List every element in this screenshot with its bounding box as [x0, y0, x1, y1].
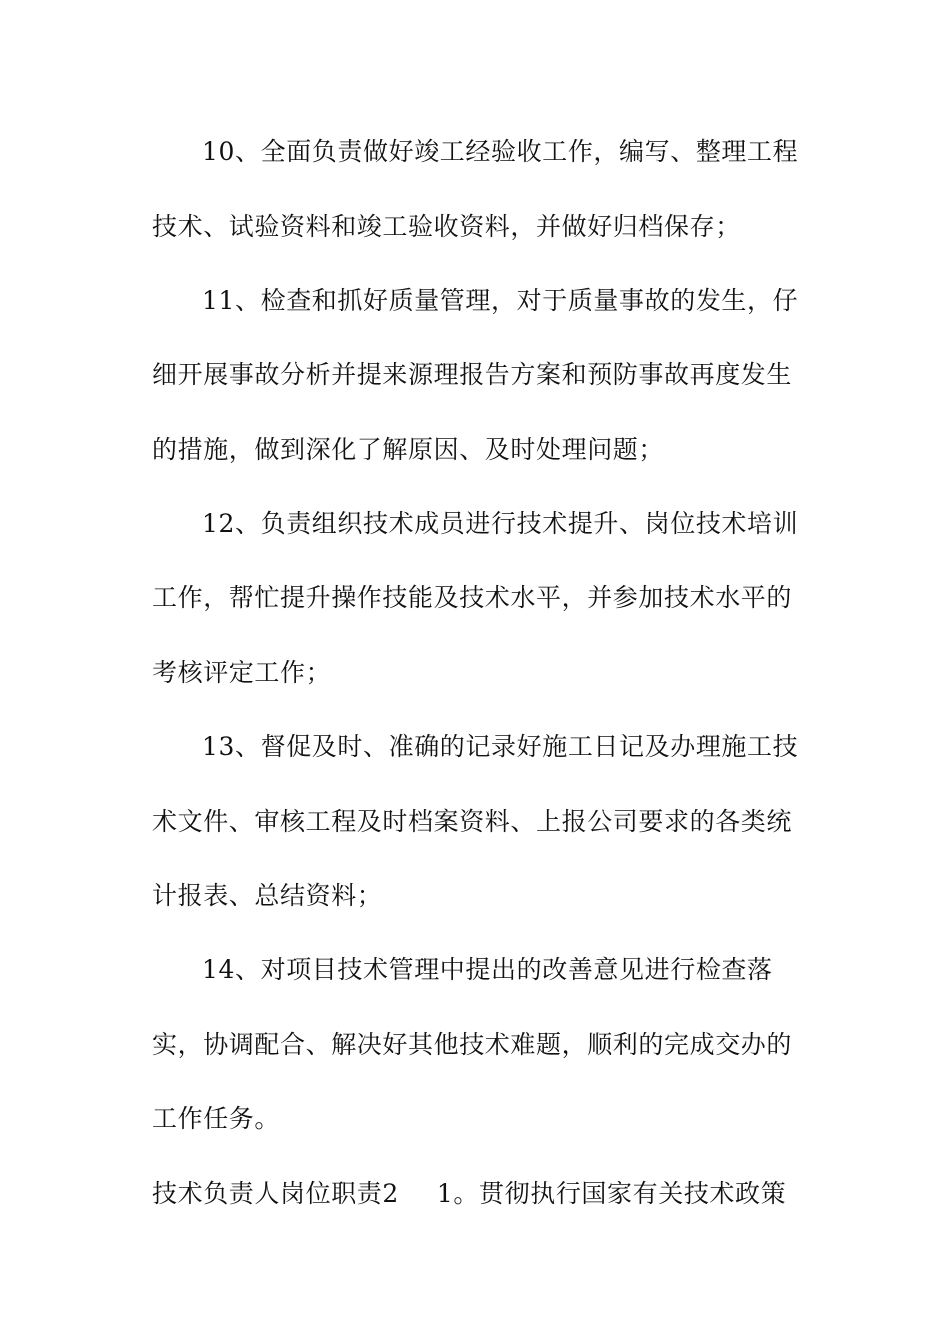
section-title: 技术负责人岗位职责2	[152, 1179, 399, 1208]
paragraph-11-line-1: 11、检查和抓好质量管理，对于质量事故的发生，仔	[202, 286, 799, 315]
paragraph-12-line-1: 12、负责组织技术成员进行技术提升、岗位技术培训	[202, 509, 799, 538]
paragraph-14-line-2: 实，协调配合、解决好其他技术难题，顺利的完成交办的	[152, 1030, 793, 1059]
section-heading-line	[152, 1179, 786, 1209]
section-first-item: 1。贯彻执行国家有关技术政策	[436, 1179, 787, 1208]
paragraph-10-line-2: 技术、试验资料和竣工验收资料，并做好归档保存；	[152, 212, 741, 241]
paragraph-13-line-2: 术文件、审核工程及时档案资料、上报公司要求的各类统	[152, 807, 793, 836]
paragraph-12-line-3: 考核评定工作；	[152, 658, 332, 687]
paragraph-12-line-2: 工作，帮忙提升操作技能及技术水平，并参加技术水平的	[152, 583, 793, 612]
paragraph-13-line-1: 13、督促及时、准确的记录好施工日记及办理施工技	[202, 732, 799, 761]
paragraph-14-line-3: 工作任务。	[152, 1104, 281, 1133]
paragraph-11-line-2: 细开展事故分析并提来源理报告方案和预防事故再度发生	[152, 360, 793, 389]
paragraph-13-line-3: 计报表、总结资料；	[152, 881, 383, 910]
paragraph-14-line-1: 14、对项目技术管理中提出的改善意见进行检查落	[202, 955, 773, 984]
paragraph-10-line-1: 10、全面负责做好竣工经验收工作，编写、整理工程	[202, 137, 799, 166]
paragraph-11-line-3: 的措施，做到深化了解原因、及时处理问题；	[152, 435, 665, 464]
